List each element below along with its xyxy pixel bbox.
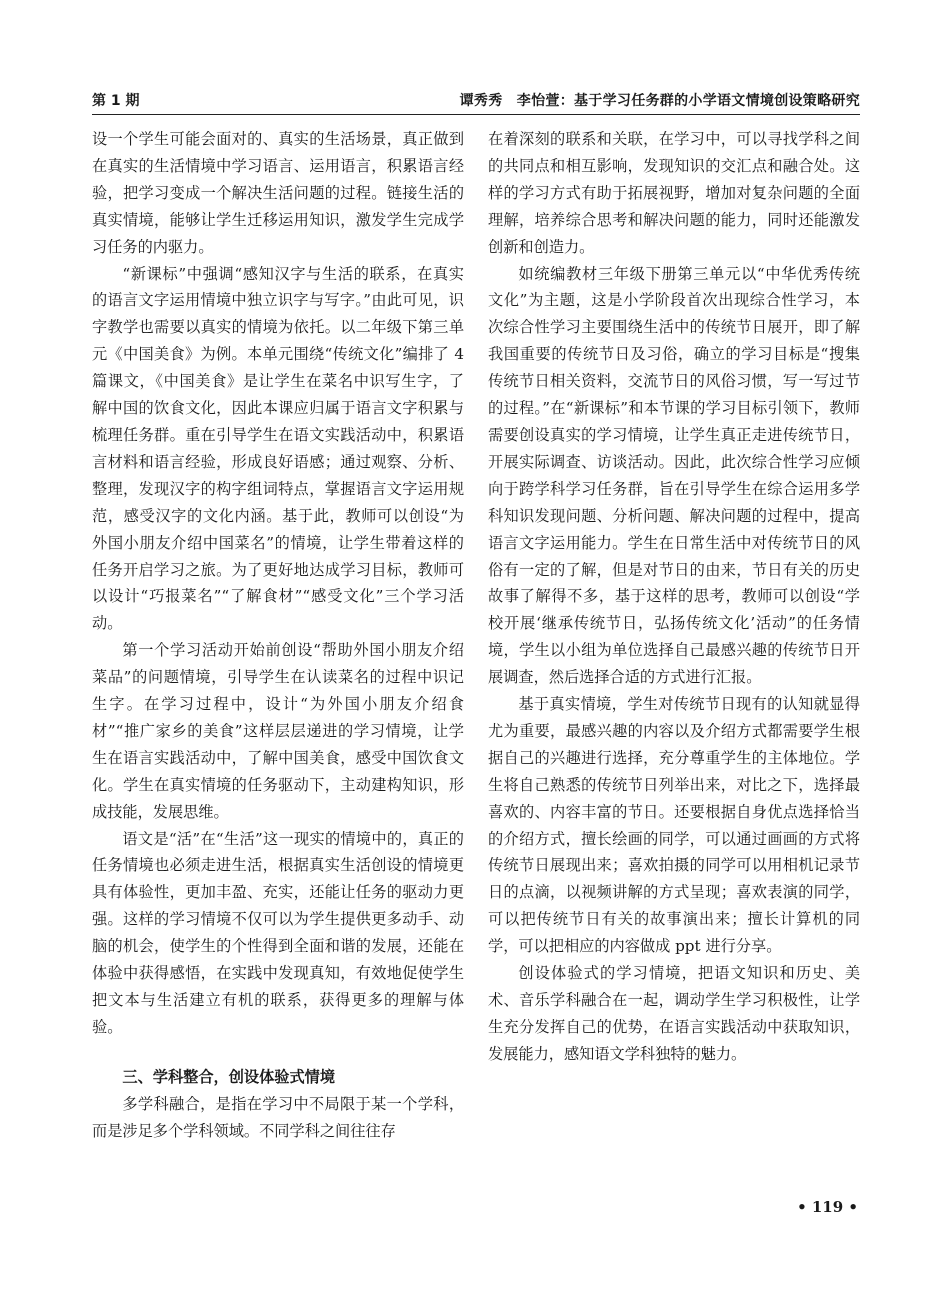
page-number: • 119 • (797, 1198, 858, 1216)
section-heading: 三、学科整合，创设体验式情境 (122, 1067, 336, 1086)
paragraph: 多学科融合，是指在学习中不局限于某一个学科，而是涉足多个学科领域。不同学科之间往往存 (92, 1094, 464, 1140)
right-column (488, 126, 860, 1068)
paragraph: 如统编教材三年级下册第三单元以“中华优秀传统文化”为主题，这是小学阶段首次出现综合性学习，本次综合性学习主要围绕生活中的传统节日展开，即了解我国重要的传统节日及习俗，确立的学习目标是“搜集传统节日相关资料，交流节日的风俗习惯，写一写过节的过程。”在“新课标”和本节课的学习目标引领下，教师需要创设真实的学习情境，让学生真正走进传统节日，开展实际调查、访谈活动。因此，此次综合性学习应倾向于跨学科学习任务群，旨在引导学生在综合运用多学科知识发现问题、分析问题、解决问题的过程中，提高语言文字运用能力。学生在日常生活中对传统节日的风俗有一定的了解，但是对节日的由来，节日有关的历史故事了解得不多，基于这样的思考，教师可以创设“学校开展‘继承传统节日，弘扬传统文化’活动”的任务情境，学生以小组为单位选择自己最感兴趣的传统节日开展调查，然后选择合适的方式进行汇报。 (488, 264, 860, 687)
paragraph: 语文是“活”在“生活”这一现实的情境中的，真正的任务情境也必须走进生活，根据真实生活创设的情境更具有体验性，更加丰盈、充实，还能让任务的驱动力更强。这样的学习情境不仅可以为学生提供更多动手、动脑的机会，使学生的个性得到全面和谐的发展，还能在体验中获得感悟，在实践中发现真知，有效地促使学生把文本与生活建立有机的联系，获得更多的理解与体验。 (92, 829, 464, 1036)
running-header (92, 88, 860, 115)
issue-number: 第 1 期 (92, 93, 140, 109)
paragraph: 设一个学生可能会面对的、真实的生活场景，真正做到在真实的生活情境中学习语言、运用语言，积累语言经验，把学习变成一个解决生活问题的过程。链接生活的真实情境，能够让学生迁移运用知识，激发学生完成学习任务的内驱力。 (92, 130, 464, 256)
paragraph: 在着深刻的联系和关联，在学习中，可以寻找学科之间的共同点和相互影响，发现知识的交汇点和融合处。这样的学习方式有助于拓展视野，增加对复杂问题的全面理解，培养综合思考和解决问题的能力，同时还能激发创新和创造力。 (488, 130, 860, 256)
paragraph: 第一个学习活动开始前创设“帮助外国小朋友介绍菜品”的问题情境，引导学生在认读菜名的过程中识记生字。在学习过程中，设计“为外国小朋友介绍食材”“推广家乡的美食”这样层层递进的学习情境，让学生在语言实践活动中，了解中国美食，感受中国饮食文化。学生在真实情境的任务驱动下，主动建构知识，形成技能，发展思维。 (92, 641, 464, 821)
left-column (92, 126, 464, 1145)
paragraph: “新课标”中强调“感知汉字与生活的联系，在真实的语言文字运用情境中独立识字与写字。”由此可见，识字教学也需要以真实的情境为依托。以二年级下第三单元《中国美食》为例。本单元围绕“传统文化”编排了 4 篇课文，《中国美食》是让学生在菜名中识写生字，了解中国的饮食文化，因此本课应归属于语言文字积累与梳理任务群。重在引导学生在语文实践活动中，积累语言材料和语言经验，形成良好语感；通过观察、分析、整理，发现汉字的构字组词特点，掌握语言文字运用规范，感受汉字的文化内涵。基于此，教师可以创设“为外国小朋友介绍中国菜名”的情境，让学生带着这样的任务开启学习之旅。为了更好地达成学习目标，教师可以设计“巧报菜名”“了解食材”“感受文化”三个学习活动。 (92, 264, 464, 633)
running-title: 谭秀秀 李怡萱：基于学习任务群的小学语文情境创设策略研究 (459, 93, 860, 109)
paragraph: 创设体验式的学习情境，把语文知识和历史、美术、音乐学科融合在一起，调动学生学习积极性，让学生充分发挥自己的优势，在语言实践活动中获取知识，发展能力，感知语文学科独特的魅力。 (488, 964, 860, 1063)
paragraph: 基于真实情境，学生对传统节日现有的认知就显得尤为重要，最感兴趣的内容以及介绍方式都需要学生根据自己的兴趣进行选择，充分尊重学生的主体地位。学生将自己熟悉的传统节日列举出来，对比之下，选择最喜欢的、内容丰富的节日。还要根据自身优点选择恰当的介绍方式，擅长绘画的同学，可以通过画画的方式将传统节日展现出来；喜欢拍摄的同学可以用相机记录节日的点滴，以视频讲解的方式呈现；喜欢表演的同学，可以把传统节日有关的故事演出来；擅长计算机的同学，可以把相应的内容做成 ppt 进行分享。 (488, 695, 860, 956)
